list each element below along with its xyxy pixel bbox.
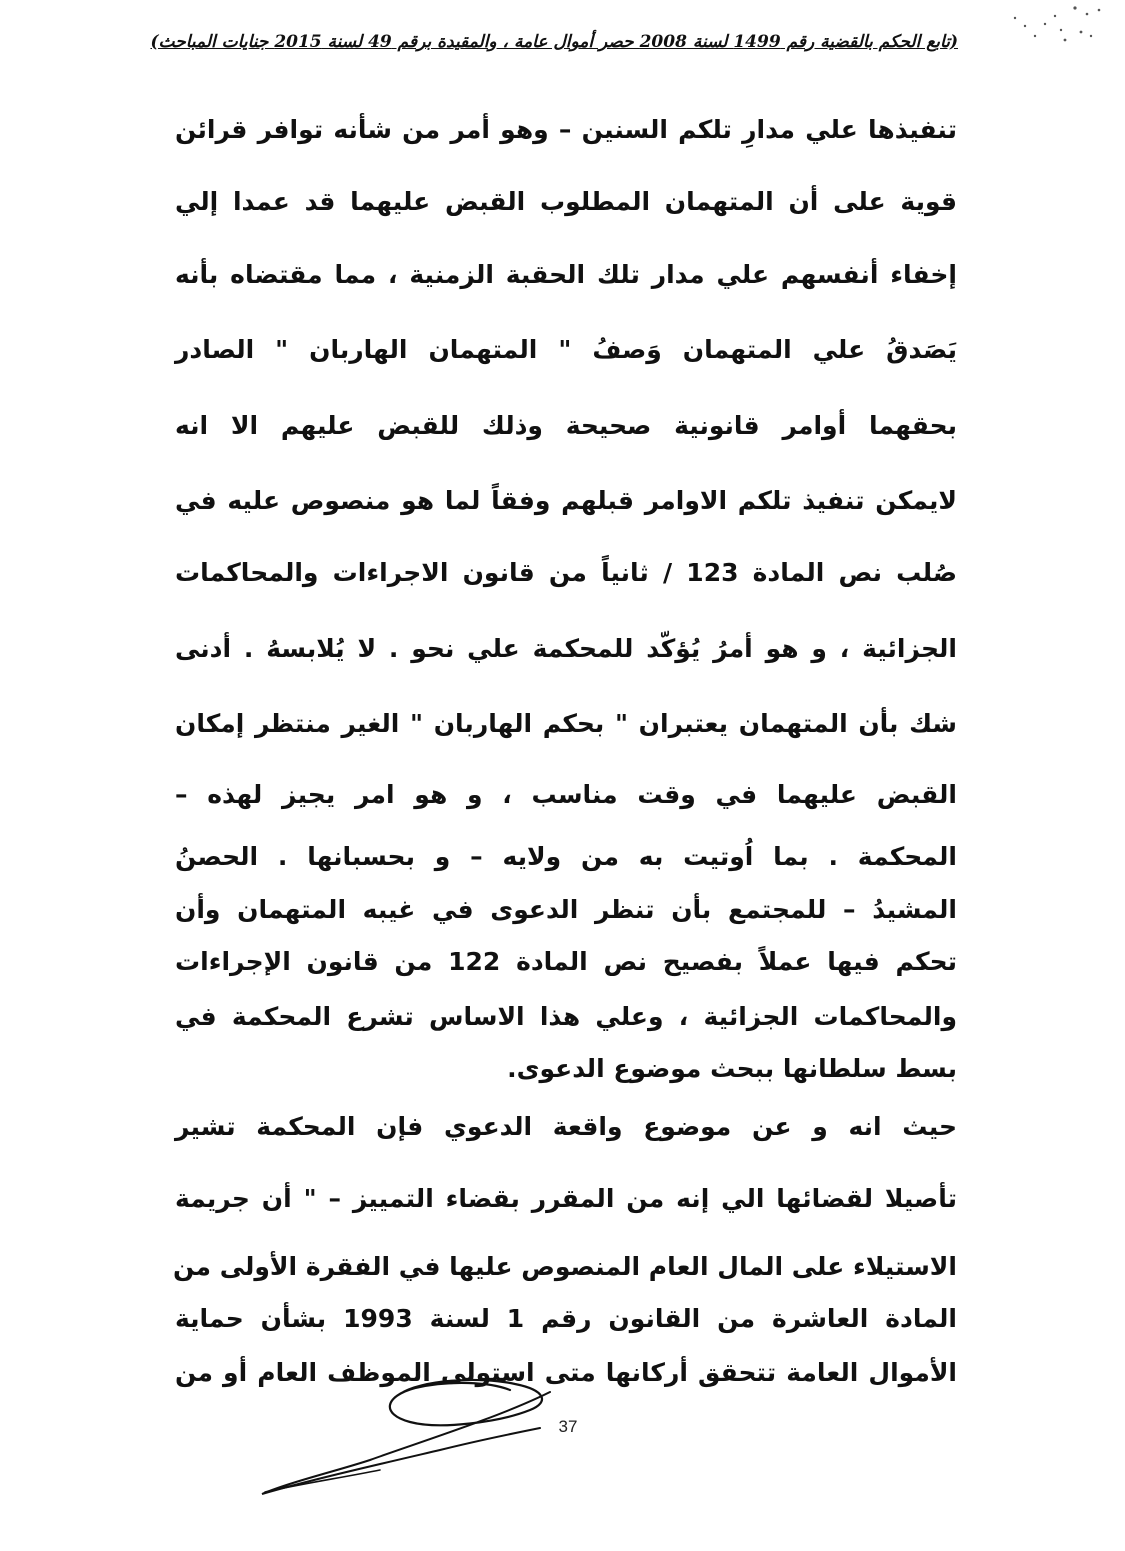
corner-marks bbox=[995, 4, 1105, 44]
body-line: يَصَدقُ علي المتهمان وَصفُ " المتهمان الهاربان " الصادر bbox=[175, 335, 957, 364]
body-line: بسط سلطانها ببحث موضوع الدعوى. bbox=[507, 1054, 957, 1083]
body-line: المشيدُ – للمجتمع بأن تنظر الدعوى في غيبه المتهمان وأن bbox=[175, 895, 957, 924]
body-line: المحكمة . بما اُوتيت به من ولايه – و بحسبانها . الحصنُ bbox=[175, 842, 957, 871]
body-line: شك بأن المتهمان يعتبران " بحكم الهاربان " الغير منتظر إمكان bbox=[175, 709, 957, 738]
body-line: صُلب نص المادة 123 / ثانياً من قانون الاجراءات والمحاكمات bbox=[175, 558, 957, 587]
body-line: لايمكن تنفيذ تلكم الاوامر قبلهم وفقاً لما هو منصوص عليه في bbox=[175, 486, 957, 515]
body-line: تحكم فيها عملاً بفصيح نص المادة 122 من قانون الإجراءات bbox=[175, 947, 957, 976]
case-header: (تابع الحكم بالقضية رقم 1499 لسنة 2008 حصر أموال عامة ، والمقيدة برقم 49 لسنة 2015 جنايات المباحث) bbox=[150, 32, 958, 52]
body-line: تأصيلا لقضائها الي إنه من المقرر بقضاء التمييز – " أن جريمة bbox=[175, 1184, 957, 1213]
handwritten-signature bbox=[250, 1372, 590, 1502]
body-line: القبض عليهما في وقت مناسب ، و هو امر يجيز لهذه – bbox=[175, 780, 957, 809]
body-line: قوية على أن المتهمان المطلوب القبض عليهما قد عمدا إلي bbox=[175, 187, 957, 216]
body-line: حيث انه و عن موضوع واقعة الدعوي فإن المحكمة تشير bbox=[175, 1112, 957, 1141]
body-line: الاستيلاء على المال العام المنصوص عليها في الفقرة الأولى من bbox=[173, 1252, 957, 1281]
body-line: الأموال العامة تتحقق أركانها متى استولى الموظف العام أو من bbox=[175, 1358, 957, 1387]
body-line: الجزائية ، و هو أمرُ يُؤكّد للمحكمة علي نحو . لا يُلابسهُ . أدنى bbox=[175, 634, 957, 663]
page-number: 37 bbox=[558, 1417, 578, 1436]
body-line: إخفاء أنفسهم علي مدار تلك الحقبة الزمنية ، مما مقتضاه بأنه bbox=[175, 260, 957, 289]
body-line: والمحاكمات الجزائية ، وعلي هذا الاساس تشرع المحكمة في bbox=[175, 1002, 957, 1031]
body-line: بحقهما أوامر قانونية صحيحة وذلك للقبض عليهم الا انه bbox=[175, 411, 957, 440]
body-line: المادة العاشرة من القانون رقم 1 لسنة 1993 بشأن حماية bbox=[175, 1304, 957, 1333]
body-line: تنفيذها علي مدارِ تلكم السنين – وهو أمر من شأنه توافر قرائن bbox=[175, 115, 957, 144]
